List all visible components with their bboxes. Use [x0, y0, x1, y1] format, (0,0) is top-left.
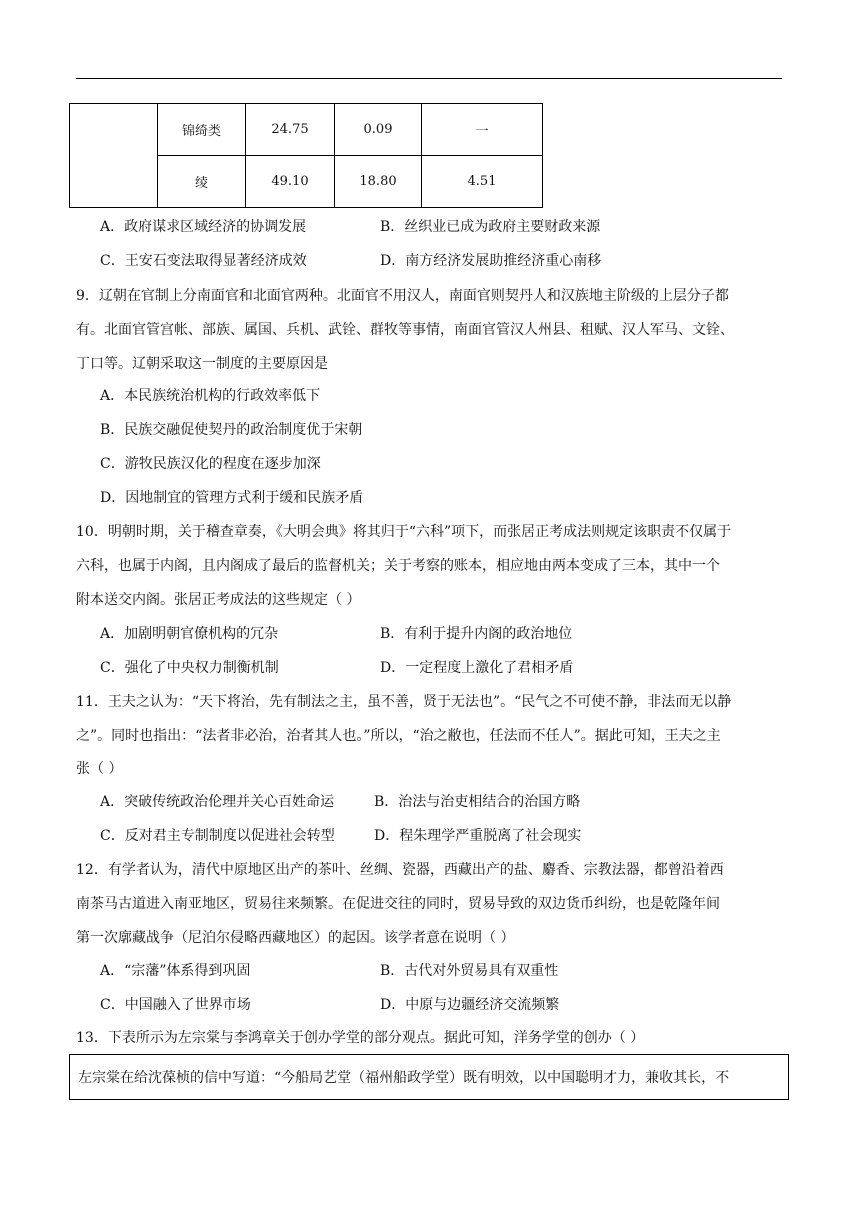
table-cell: 0.09	[335, 104, 422, 156]
q13-quote-text: 左宗棠在给沈葆桢的信中写道：“今船局艺堂（福州船政学堂）既有明效，以中国聪明才力，兼收其长，不	[78, 1070, 730, 1086]
q8-option-d: D．南方经济发展助推经济重心南移	[380, 253, 602, 269]
q12-option-a: A．“宗藩”体系得到巩固	[100, 963, 251, 979]
q9-option-a: A．本民族统治机构的行政效率低下	[100, 388, 321, 404]
q8-option-c: C．王安石变法取得显著经济成效	[100, 253, 307, 269]
q10-option-a: A．加剧明朝官僚机构的冗杂	[100, 626, 279, 642]
table-cell: 18.80	[335, 156, 422, 208]
q11-option-d: D．程朱理学严重脱离了社会现实	[374, 828, 582, 844]
q8-option-b: B．丝织业已成为政府主要财政来源	[380, 219, 601, 235]
q12-stem-line: 12．有学者认为，清代中原地区出产的茶叶、丝绸、瓷器，西藏出产的盐、麝香、宗教法器，都曾沿着西	[76, 862, 724, 878]
q9-option-b: B．民族交融促使契丹的政治制度优于宋朝	[100, 422, 363, 438]
q12-option-d: D．中原与边疆经济交流频繁	[380, 997, 560, 1013]
table-cell: 24.75	[246, 104, 335, 156]
q13-stem-line: 13．下表所示为左宗棠与李鸿章关于创办学堂的部分观点。据此可知，洋务学堂的创办（ ）	[76, 1030, 645, 1046]
q10-stem-line: 附本送交内阁。张居正考成法的这些规定（ ）	[76, 592, 361, 608]
q9-option-c: C．游牧民族汉化的程度在逐步加深	[100, 456, 321, 472]
table-cell: 一	[422, 104, 543, 156]
q10-stem-line: 六科，也属于内阁，且内阁成了最后的监督机关；关于考察的账本，相应地由两本变成了三本，其中一个	[76, 558, 720, 574]
q9-stem-line: 9．辽朝在官制上分南面官和北面官两种。北面官不用汉人，南面官则契丹人和汉族地主阶级的上层分子都	[76, 288, 729, 304]
q11-option-b: B．治法与治吏相结合的治国方略	[374, 794, 581, 810]
q11-stem-line: 张（ ）	[76, 761, 123, 777]
table-cell	[70, 104, 158, 208]
q12-stem-line: 南茶马古道进入南亚地区，贸易往来频繁。在促进交往的同时，贸易导致的双边货币纠纷，也是乾隆年间	[76, 896, 720, 912]
q8-option-a: A．政府谋求区域经济的协调发展	[100, 219, 307, 235]
q10-stem-line: 10．明朝时期，关于稽查章奏，《大明会典》将其归于“六科”项下，而张居正考成法则规定该职责不仅属于	[76, 524, 732, 540]
table-row	[70, 104, 543, 156]
q12-option-b: B．古代对外贸易具有双重性	[380, 963, 559, 979]
header-rule	[76, 78, 782, 79]
q11-stem-line: 11．王夫之认为：“天下将治，先有制法之主，虽不善，贤于无法也”。“民气之不可使不静，非法而无以静	[76, 694, 732, 710]
table-cell: 绫	[158, 156, 246, 208]
q9-stem-line: 丁口等。辽朝采取这一制度的主要原因是	[76, 356, 328, 372]
q12-stem-line: 第一次廓藏战争（尼泊尔侵略西藏地区）的起因。该学者意在说明（ ）	[76, 930, 515, 946]
q11-stem-line: 之”。同时也指出：“法者非必治，治者其人也。”所以，“治之敝也，任法而不任人”。据此可知，王夫之主	[76, 728, 721, 744]
q9-stem-line: 有。北面官管宫帐、部族、属国、兵机、武铨、群牧等事情，南面官管汉人州县、租赋、汉人军马、文铨、	[76, 322, 734, 338]
q13-quote-box	[69, 1054, 789, 1100]
table-cell: 49.10	[246, 156, 335, 208]
q10-option-c: C．强化了中央权力制衡机制	[100, 660, 279, 676]
q9-option-d: D．因地制宜的管理方式利于缓和民族矛盾	[100, 490, 364, 506]
q11-option-c: C．反对君主专制制度以促进社会转型	[100, 828, 335, 844]
q11-option-a: A．突破传统政治伦理并关心百姓命运	[100, 794, 335, 810]
data-table	[69, 103, 543, 208]
q12-option-c: C．中国融入了世界市场	[100, 997, 251, 1013]
table-cell: 锦绮类	[158, 104, 246, 156]
table-cell: 4.51	[422, 156, 543, 208]
q10-option-b: B．有利于提升内阁的政治地位	[380, 626, 573, 642]
q10-option-d: D．一定程度上激化了君相矛盾	[380, 660, 574, 676]
